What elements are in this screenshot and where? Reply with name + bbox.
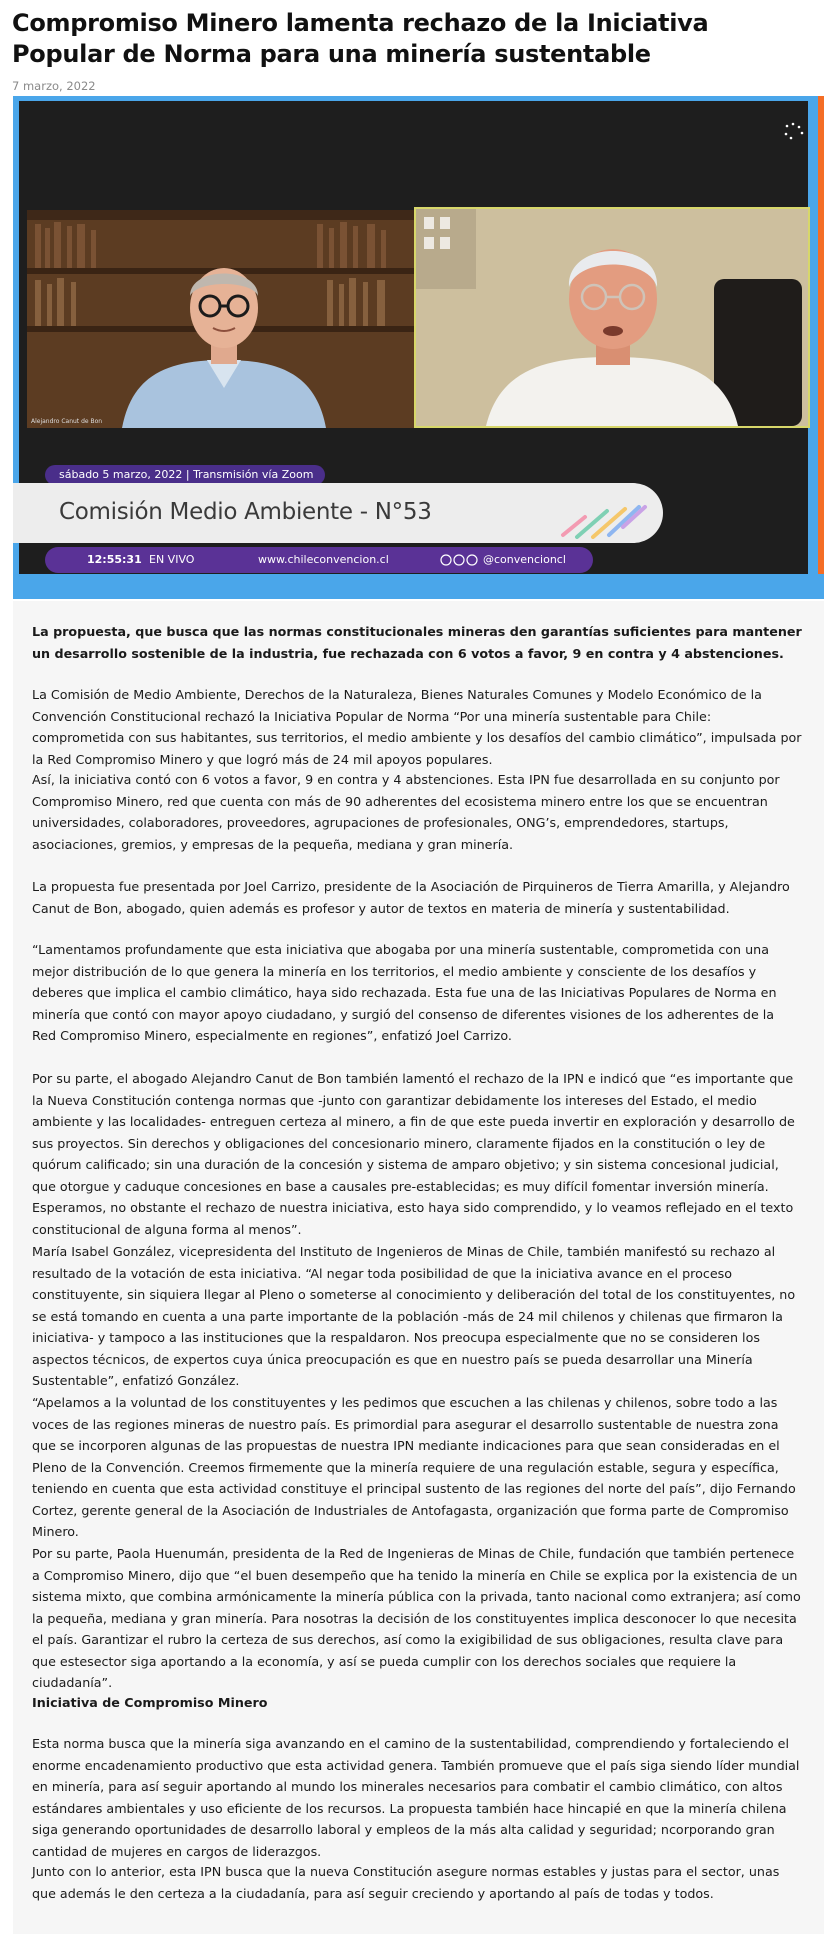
article-title: Compromiso Minero lamenta rechazo de la Iniciativa Popular de Norma para una minería sustentable xyxy=(12,9,709,68)
social-handle: @convencioncl xyxy=(483,553,566,566)
video-tile-canut-de-bon xyxy=(27,210,421,428)
banner-deco-stripes xyxy=(553,487,653,539)
article-body xyxy=(13,601,824,1934)
frame-bottom-edge xyxy=(13,574,824,599)
article-paragraph: María Isabel González, vicepresidenta del Instituto de Ingenieros de Minas de Chile, también manifestó su rechazo al resultado de la votación de esta iniciativa. “Al negar toda posibilidad de que la iniciativa avance en el proceso constituyente, sin siquiera llegar al Pleno o someterse al conocimiento y deliberación del total de los constituyentes, no se está tomando en cuenta a una parte importante de la población -más de 24 mil chilenos y chilenas que firmaron la iniciativa- y tampoco a las instituciones que la respaldaron. Nos preocupa especialmente que no se consideren los aspectos técnicos, de expertos cuya única preocupación es que en nuestro país se pueda desarrollar una Minería Sustentable”, enfatizó González. xyxy=(32,1244,796,1388)
article-subheading: Iniciativa de Compromiso Minero xyxy=(32,1695,268,1710)
article-date: 7 marzo, 2022 xyxy=(12,79,96,93)
social-icons xyxy=(440,547,480,573)
participant-1-portrait xyxy=(27,210,421,428)
article-paragraph: Junto con lo anterior, esta IPN busca que la nueva Constitución asegure normas estables y justas para el sector, unas que además le den certeza a la ciudadanía, para así seguir creciendo y aportando al país de todas y todos. xyxy=(32,1864,780,1901)
live-clock: 12:55:31 xyxy=(87,553,142,566)
article-paragraph: Esta norma busca que la minería siga avanzando en el camino de la sustentabilidad, comprendiendo y fortaleciendo el enorme encadenamiento productivo que esta actividad genera. También promueve que el país siga siendo líder mundial en minería, para así seguir aportando al mundo los minerales necesarios para combatir el cambio climático, con altos estándares ambientales y uso eficiente de los recursos. La propuesta también hace hincapié en que la minería chilena siga generando oportunidades de desarrollo laboral y empleos de la más alta calidad y seguridad; ncorporando gran cantidad de mujeres en cargos de liderazgos. xyxy=(32,1736,800,1859)
article-paragraph: “Apelamos a la voluntad de los constituyentes y les pedimos que escuchen a las chilenas y chilenos, sobre todo a las voces de las regiones mineras de nuestro país. Es primordial para asegurar el desarrollo sustentable de nuestra zona que se incorporen algunas de las propuestas de nuestra IPN mediante indicaciones para que sean consideradas en el Pleno de la Convención. Creemos firmemente que la minería requiere de una regulación estable, segura y específica, teniendo en cuenta que esta actividad constituye el principal sustento de las regiones del norte del país”, dijo Fernando Cortez, gerente general de la Asociación de Industriales de Antofagasta, organización que forma parte de Compromiso Minero. xyxy=(32,1395,796,1539)
article-paragraph: La propuesta fue presentada por Joel Carrizo, presidente de la Asociación de Pirquineros de Tierra Amarilla, y Alejandro Canut de Bon, abogado, quien además es profesor y autor de textos en materia de minería y sustentabilidad. xyxy=(32,879,790,916)
article-paragraph: Por su parte, Paola Huenumán, presidenta de la Red de Ingenieras de Minas de Chile, fundación que también pertenece a Compromiso Minero, dijo que “el buen desempeño que ha tenido la minería en Chile se explica por la existencia de un sistema mixto, que combina armónicamente la minería pública con la privada, tanto nacional como extranjera; así como la pequeña, mediana y gran minería. Para nosotras la decisión de los constituyentes implica desconocer lo que necesita el país. Garantizar el rubro la certeza de sus derechos, así como la exigibilidad de sus obligaciones, resulta clave para que estesector siga aportando a la economía, y así se pueda cumplir con los derechos sociales que requiere la ciudadanía”. xyxy=(32,1546,801,1690)
website-url: www.chileconvencion.cl xyxy=(258,553,389,566)
article-paragraph: La Comisión de Medio Ambiente, Derechos de la Naturaleza, Bienes Naturales Comunes y Modelo Económico de la Convención Constitucional rechazó la Iniciativa Popular de Norma “Por una minería sustentable para Chile: comprometida con sus habitantes, sus territorios, el medio ambiente y los desafíos del cambio climático”, impulsada por la Red Compromiso Minero y que logró más de 24 mil apoyos populares. xyxy=(32,687,802,767)
loading-dots-icon xyxy=(783,122,807,146)
video-tile-carrizo xyxy=(414,207,810,428)
article-paragraph: “Lamentamos profundamente que esta iniciativa que abogaba por una minería sustentable, comprometida con una mejor distribución de lo que genera la minería en los territorios, el medio ambiente y consciente de los desafíos y deberes que implica el cambio climático, haya sido rechazada. Esta fue una de las Iniciativas Populares de Norma en minería que contó con mayor apoyo ciudadano, y surgió del consenso de diferentes visiones de los adherentes de la Red Compromiso Minero, especialmente en regiones”, enfatizó Joel Carrizo. xyxy=(32,942,777,1043)
frame-top-edge xyxy=(13,96,824,101)
participant-2-portrait xyxy=(416,209,808,426)
broadcast-date-pill: sábado 5 marzo, 2022 | Transmisión vía Zoom xyxy=(45,465,325,485)
banner-title: Comisión Medio Ambiente - N°53 xyxy=(59,499,432,525)
article-lead: La propuesta, que busca que las normas constitucionales mineras den garantías suficientes para mantener un desarrollo sostenible de la industria, fue rechazada con 6 votos a favor, 9 en contra y 4 abstenciones. xyxy=(32,624,802,661)
live-label: EN VIVO xyxy=(149,553,195,566)
article-paragraph: Por su parte, el abogado Alejandro Canut de Bon también lamentó el rechazo de la IPN e indicó que “es importante que la Nueva Constitución contenga normas que -junto con garantizar debidamente los intereses del Estado, el medio ambiente y las localidades- entreguen certeza al minero, a fin de que este pueda invertir en exploración y desarrollo de sus proyectos. Sin derechos y obligaciones del concesionario minero, claramente fijados en la constitución o ley de quórum calificado; sin una duración de la concesión y sistema de amparo objetivo; y sin sistema concesional judicial, que otorgue y caduque concesiones en base a causales pre-establecidas; es muy difícil fomentar inversión minería. Esperamos, no obstante el rechazo de nuestra iniciativa, esto haya sido comprendido, y lo veamos reflejado en el texto constitucional de alguna forma al menos”. xyxy=(32,1071,795,1237)
article-paragraph: Así, la iniciativa contó con 6 votos a favor, 9 en contra y 4 abstenciones. Esta IPN fue desarrollada en su conjunto por Compromiso Minero, red que cuenta con más de 90 adherentes del ecosistema minero entre los que se encuentran universidades, colaboradores, proveedores, agrupaciones de profesionales, ONG’s, emprendedores, startups, asociaciones, gremios, y empresas de la pequeña, mediana y gran minería. xyxy=(32,772,780,852)
frame-orange-stripe xyxy=(818,96,824,599)
hero-image xyxy=(13,96,824,599)
video1-name-label: Alejandro Canut de Bon xyxy=(31,418,103,425)
live-info-bar xyxy=(45,547,593,573)
